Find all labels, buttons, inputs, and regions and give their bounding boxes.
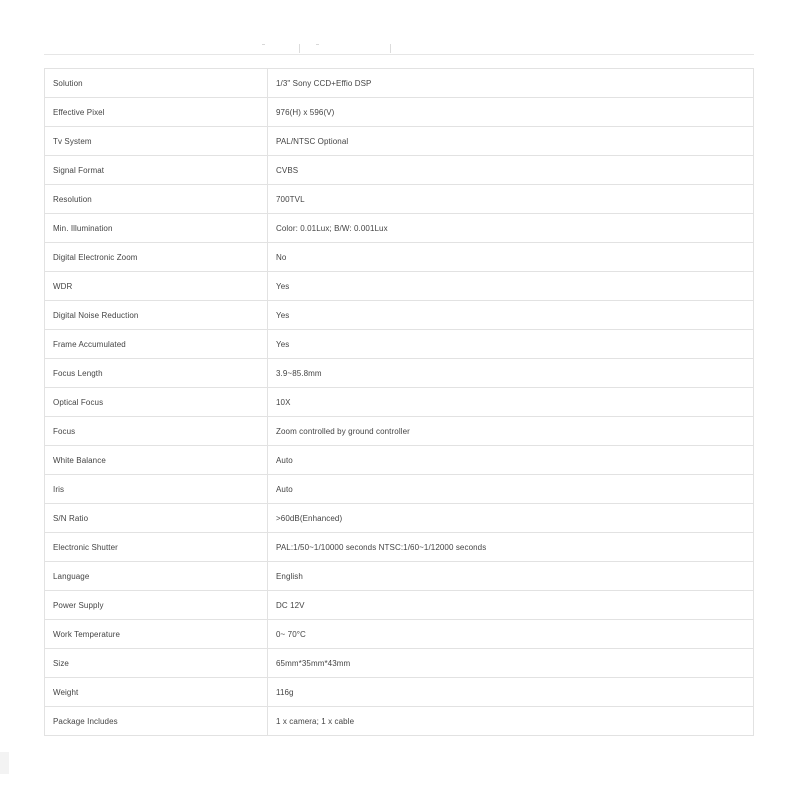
header-tab-separator xyxy=(299,44,300,53)
spec-value: 3.9~85.8mm xyxy=(268,359,754,388)
spec-row xyxy=(45,330,754,359)
spec-row xyxy=(45,272,754,301)
specification-table xyxy=(44,68,754,736)
spec-value: 65mm*35mm*43mm xyxy=(268,649,754,678)
spec-row xyxy=(45,214,754,243)
spec-value: Yes xyxy=(268,330,754,359)
spec-label: Frame Accumulated xyxy=(45,330,268,359)
spec-row xyxy=(45,649,754,678)
spec-row xyxy=(45,185,754,214)
spec-row xyxy=(45,591,754,620)
spec-label: Power Supply xyxy=(45,591,268,620)
spec-label: WDR xyxy=(45,272,268,301)
spec-value: 0~ 70°C xyxy=(268,620,754,649)
spec-row xyxy=(45,678,754,707)
spec-label: Size xyxy=(45,649,268,678)
spec-value: CVBS xyxy=(268,156,754,185)
spec-row xyxy=(45,533,754,562)
spec-value: Auto xyxy=(268,446,754,475)
spec-label: Weight xyxy=(45,678,268,707)
spec-value: PAL:1/50~1/10000 seconds NTSC:1/60~1/12000 seconds xyxy=(268,533,754,562)
spec-row xyxy=(45,620,754,649)
spec-value: 1 x camera; 1 x cable xyxy=(268,707,754,736)
spec-value: Zoom controlled by ground controller xyxy=(268,417,754,446)
spec-value: PAL/NTSC Optional xyxy=(268,127,754,156)
spec-row xyxy=(45,69,754,98)
spec-value: Yes xyxy=(268,301,754,330)
spec-label: Effective Pixel xyxy=(45,98,268,127)
spec-row xyxy=(45,156,754,185)
spec-label: Solution xyxy=(45,69,268,98)
spec-label: Language xyxy=(45,562,268,591)
spec-value: 1/3" Sony CCD+Effio DSP xyxy=(268,69,754,98)
specification-table-body xyxy=(45,69,754,736)
spec-value: 10X xyxy=(268,388,754,417)
header-tab-separator xyxy=(390,44,391,53)
spec-value: 700TVL xyxy=(268,185,754,214)
spec-label: Min. Illumination xyxy=(45,214,268,243)
spec-value: 116g xyxy=(268,678,754,707)
spec-row xyxy=(45,243,754,272)
spec-row xyxy=(45,301,754,330)
header-tab-marker xyxy=(262,44,265,45)
spec-value: Yes xyxy=(268,272,754,301)
spec-row xyxy=(45,475,754,504)
spec-label: Work Temperature xyxy=(45,620,268,649)
spec-label: Digital Electronic Zoom xyxy=(45,243,268,272)
spec-label: Electronic Shutter xyxy=(45,533,268,562)
spec-label: Package Includes xyxy=(45,707,268,736)
spec-value: 976(H) x 596(V) xyxy=(268,98,754,127)
spec-value: English xyxy=(268,562,754,591)
page-edge-marker xyxy=(0,752,9,774)
spec-label: S/N Ratio xyxy=(45,504,268,533)
spec-row xyxy=(45,504,754,533)
spec-value: Color: 0.01Lux; B/W: 0.001Lux xyxy=(268,214,754,243)
spec-row xyxy=(45,562,754,591)
spec-label: Digital Noise Reduction xyxy=(45,301,268,330)
spec-label: Optical Focus xyxy=(45,388,268,417)
spec-value: DC 12V xyxy=(268,591,754,620)
spec-row xyxy=(45,446,754,475)
spec-label: Resolution xyxy=(45,185,268,214)
spec-value: No xyxy=(268,243,754,272)
header-divider xyxy=(44,54,754,55)
spec-label: Focus Length xyxy=(45,359,268,388)
spec-label: Focus xyxy=(45,417,268,446)
spec-value: Auto xyxy=(268,475,754,504)
spec-label: Signal Format xyxy=(45,156,268,185)
spec-row xyxy=(45,388,754,417)
spec-row xyxy=(45,417,754,446)
spec-row xyxy=(45,98,754,127)
spec-label: White Balance xyxy=(45,446,268,475)
spec-row xyxy=(45,127,754,156)
spec-row xyxy=(45,707,754,736)
header-tab-marker xyxy=(316,44,319,45)
spec-value: >60dB(Enhanced) xyxy=(268,504,754,533)
spec-row xyxy=(45,359,754,388)
spec-label: Tv System xyxy=(45,127,268,156)
spec-label: Iris xyxy=(45,475,268,504)
